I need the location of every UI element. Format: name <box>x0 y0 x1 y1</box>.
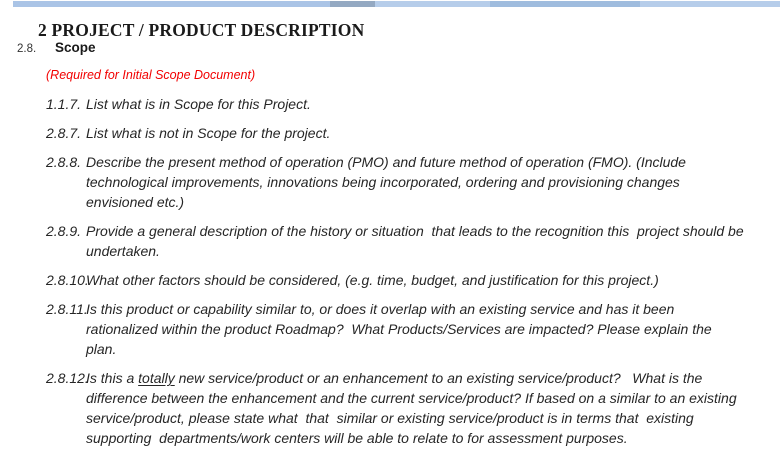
bar-segment-4 <box>490 1 640 7</box>
text-segment: rationalized within the product Roadmap? What Products/Services are impacted? Please explain the <box>86 321 712 337</box>
list-item-2-8-9 <box>46 221 772 261</box>
text-segment: envisioned etc.) <box>86 194 185 210</box>
list-item-line <box>86 319 772 339</box>
list-item-number: 2.8.9. <box>46 223 82 239</box>
cropped-table-border-bar <box>0 1 780 7</box>
list-item-number: 2.8.11. <box>46 301 88 317</box>
list-item-line <box>86 241 772 261</box>
bar-segment-3 <box>375 1 490 7</box>
scope-question-list <box>46 94 772 457</box>
list-item-line <box>86 152 772 172</box>
list-item-line <box>86 123 772 143</box>
text-segment: Is this a <box>86 370 139 386</box>
text-segment: supporting departments/work centers will be able to relate to for assessment purposes. <box>86 430 628 446</box>
bar-segment-2 <box>330 1 375 7</box>
list-item-line <box>86 94 772 114</box>
text-segment: What other factors should be considered, (e.g. time, budget, and justification for this project.) <box>86 272 659 288</box>
list-item-line <box>86 428 772 448</box>
list-item-number: 2.8.10. <box>46 272 89 288</box>
section-title: Scope <box>55 40 96 55</box>
text-segment: plan. <box>86 341 117 357</box>
list-item-line <box>86 221 772 241</box>
list-item-2-8-7 <box>46 123 772 143</box>
list-item-1-1-7 <box>46 94 772 114</box>
text-segment: Provide a general description of the history or situation that leads to the recognition this project should be <box>86 223 744 239</box>
required-note: (Required for Initial Scope Document) <box>46 68 256 82</box>
list-item-number: 2.8.8. <box>46 154 82 170</box>
text-segment: difference between the enhancement and the current service/product? If based on a similar to an existing <box>86 390 737 406</box>
text-segment: new service/product or an enhancement to an existing service/product? What is the <box>174 370 703 386</box>
text-segment: List what is not in Scope for the project. <box>86 125 331 141</box>
section-number: 2.8. <box>17 43 37 55</box>
text-segment: List what is in Scope for this Project. <box>86 96 311 112</box>
list-item-line <box>86 172 772 192</box>
list-item-number: 2.8.7. <box>46 125 82 141</box>
bar-segment-1 <box>13 1 330 7</box>
list-item-2-8-10 <box>46 270 772 290</box>
list-item-line <box>86 299 772 319</box>
text-segment: service/product, please state what that similar or existing service/product is in terms that existing <box>86 410 694 426</box>
underlined-word: totally <box>138 370 175 386</box>
list-item-line <box>86 192 772 212</box>
document-heading: 2 PROJECT / PRODUCT DESCRIPTION <box>38 19 365 40</box>
text-segment: undertaken. <box>86 243 160 259</box>
list-item-line <box>86 339 772 359</box>
list-item-line <box>86 408 772 428</box>
list-item-line <box>86 388 772 408</box>
list-item-2-8-11 <box>46 299 772 359</box>
text-segment: Describe the present method of operation (PMO) and future method of operation (FMO). (Include <box>86 154 686 170</box>
text-segment: Is this product or capability similar to, or does it overlap with an existing service and has it been <box>86 301 675 317</box>
list-item-line <box>86 270 772 290</box>
text-segment: technological improvements, innovations being incorporated, ordering and provisioning changes <box>86 174 680 190</box>
list-item-2-8-12 <box>46 368 772 448</box>
bar-segment-5 <box>640 1 780 7</box>
list-item-number: 2.8.12. <box>46 370 89 386</box>
list-item-line <box>86 368 772 388</box>
list-item-2-8-8 <box>46 152 772 212</box>
list-item-number: 1.1.7. <box>46 96 82 112</box>
